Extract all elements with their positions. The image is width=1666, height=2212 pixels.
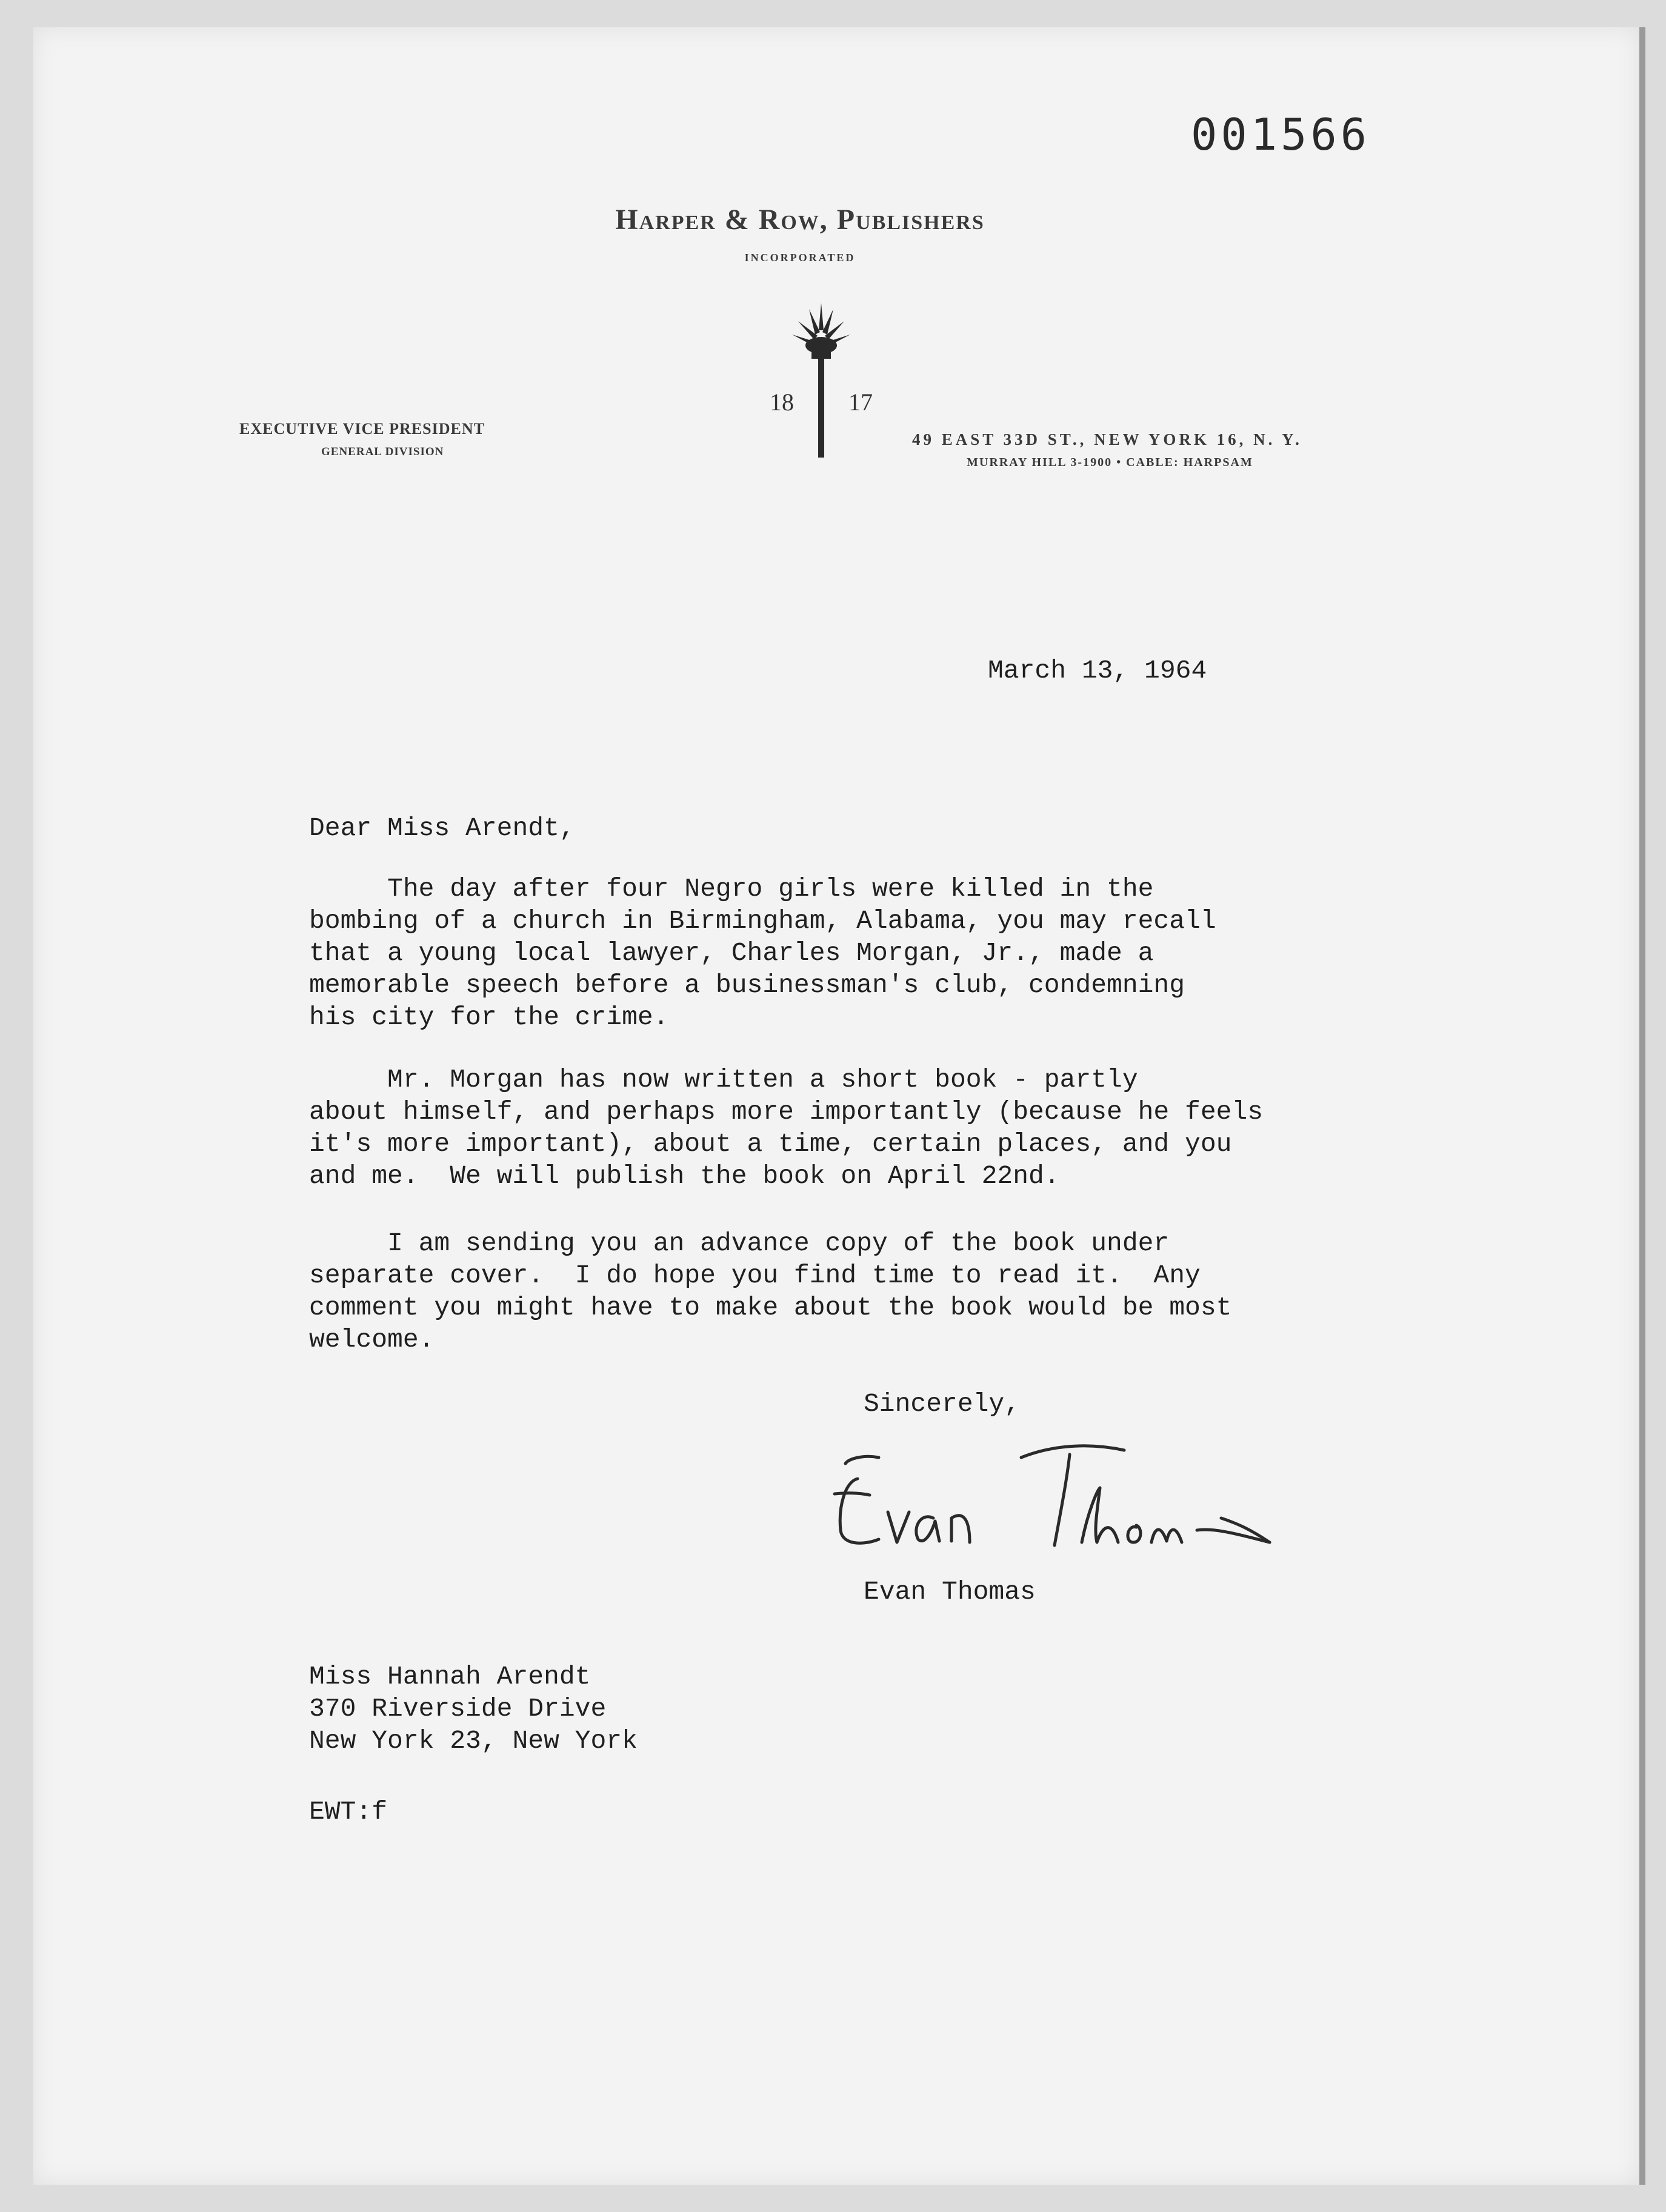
- company-name: Harper & Row, Publishers: [615, 204, 985, 236]
- closing: Sincerely,: [864, 1389, 1021, 1419]
- paragraph-line: and me. We will publish the book on April 22nd.: [309, 1161, 1060, 1191]
- paragraph: [309, 1227, 1231, 1356]
- paragraph-line: I am sending you an advance copy of the book under: [309, 1228, 1170, 1258]
- paragraph-line: The day after four Negro girls were killed in the: [309, 874, 1154, 904]
- incorporated-label: INCORPORATED: [744, 252, 856, 264]
- paragraph-line: comment you might have to make about the book would be most: [309, 1293, 1232, 1322]
- office-title: EXECUTIVE VICE PRESIDENT: [239, 420, 485, 438]
- paragraph-line: Mr. Morgan has now written a short book - partly: [309, 1065, 1138, 1094]
- salutation: Dear Miss Arendt,: [309, 813, 575, 843]
- paragraph: [309, 1064, 1263, 1192]
- address-line-1: 49 EAST 33D ST., NEW YORK 16, N. Y.: [912, 430, 1302, 448]
- address-line-2: MURRAY HILL 3-1900 • CABLE: HARPSAM: [967, 456, 1253, 469]
- paragraph-line: bombing of a church in Birmingham, Alabama, you may recall: [309, 906, 1216, 936]
- paragraph: [309, 873, 1216, 1033]
- signer-name: Evan Thomas: [864, 1577, 1036, 1607]
- handwritten-signature: [821, 1421, 1294, 1567]
- reference-initials: EWT:f: [309, 1797, 388, 1827]
- founding-year-left: 18: [770, 388, 794, 416]
- letter-date: March 13, 1964: [988, 656, 1207, 685]
- letter-page: [33, 27, 1645, 2185]
- archive-stamp-number: 001566: [1191, 109, 1371, 160]
- recipient-city: New York 23, New York: [309, 1726, 638, 1756]
- paragraph-line: welcome.: [309, 1325, 435, 1354]
- paragraph-line: about himself, and perhaps more importantly (because he feels: [309, 1097, 1264, 1127]
- office-division: GENERAL DIVISION: [321, 445, 444, 458]
- paragraph-line: separate cover. I do hope you find time to read it. Any: [309, 1261, 1201, 1290]
- paragraph-line: his city for the crime.: [309, 1002, 669, 1032]
- paragraph-line: that a young local lawyer, Charles Morgan, Jr., made a: [309, 938, 1154, 968]
- torch-logo-icon: [785, 297, 858, 461]
- paragraph-line: it's more important), about a time, certain places, and you: [309, 1129, 1232, 1159]
- founding-year-right: 17: [848, 388, 873, 416]
- paragraph-line: memorable speech before a businessman's club, condemning: [309, 970, 1185, 1000]
- recipient-street: 370 Riverside Drive: [309, 1694, 607, 1724]
- recipient-name: Miss Hannah Arendt: [309, 1662, 591, 1691]
